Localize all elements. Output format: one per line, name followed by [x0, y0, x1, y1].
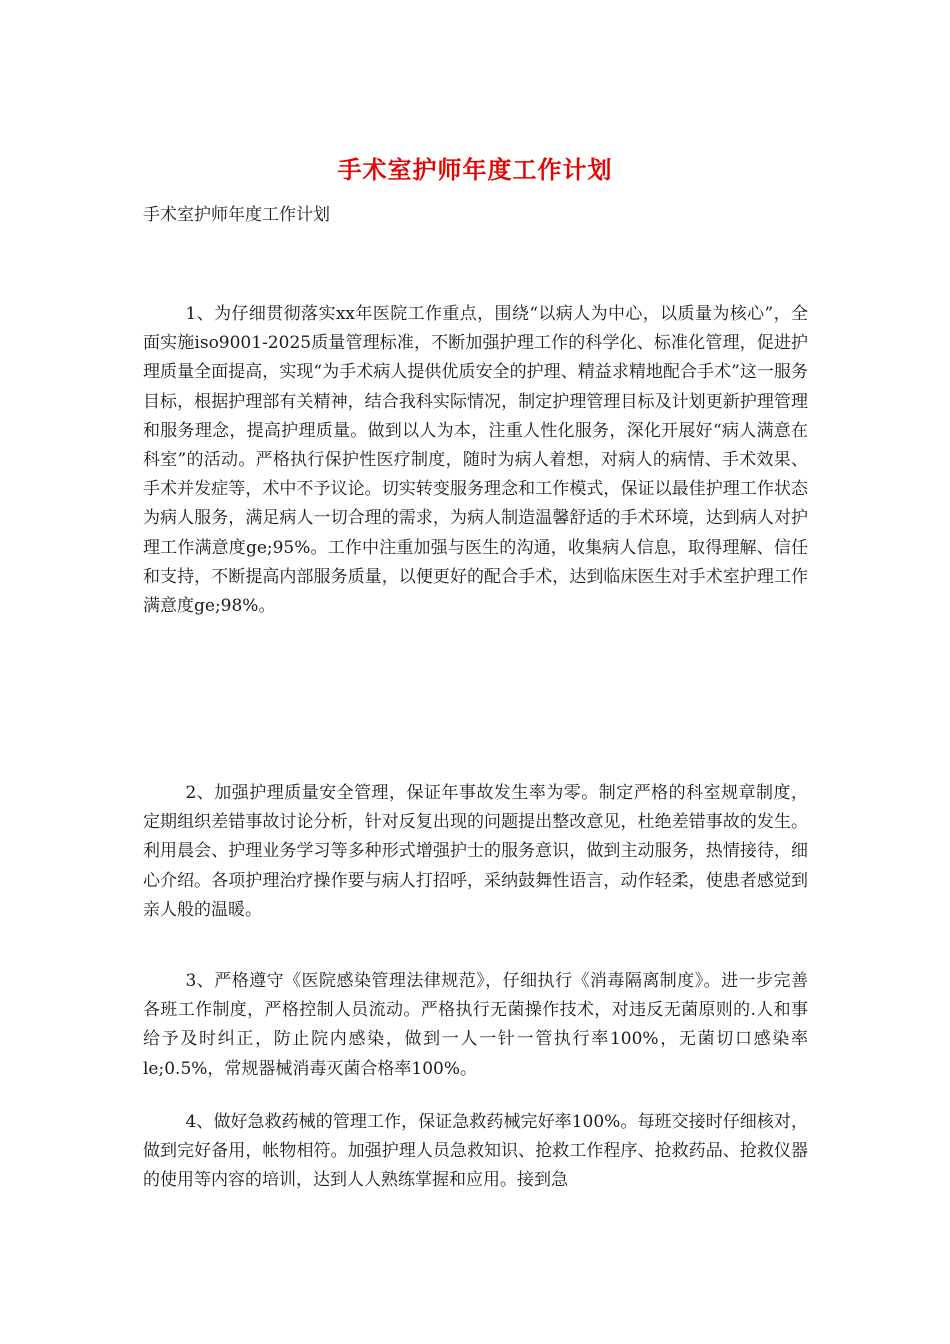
paragraph-3: 3、严格遵守《医院感染管理法律规范》，仔细执行《消毒隔离制度》。进一步完善各班工作制度，严格控制人员流动。严格执行无菌操作技术，对违反无菌原则的.人和事给予及时纠正，防止院内感染，做到一人一针一管执行率100%，无菌切口感染率le;0.5%，常规器械消毒灭菌合格率100%。: [143, 971, 808, 1079]
paragraph-4: 4、做好急救药械的管理工作，保证急救药械完好率100%。每班交接时仔细核对，做到完好备用，帐物相符。加强护理人员急救知识、抢救工作程序、抢救药品、抢救仪器的使用等内容的培训，达到人人熟练掌握和应用。接到急: [143, 1112, 808, 1191]
document-title: 手术室护师年度工作计划: [337, 155, 613, 184]
paragraph-1: 1、为仔细贯彻落实xx年医院工作重点，围绕“以病人为中心，以质量为核心”，全面实施iso9001-2025质量管理标准，不断加强护理工作的科学化、标准化管理，促进护理质量全面提高，实现“为手术病人提供优质安全的护理、精益求精地配合手术”这一服务目标，根据护理部有关精神，结合我科实际情况，制定护理管理目标及计划更新护理管理和服务理念，提高护理质量。做到以人为本，注重人性化服务，深化开展好“病人满意在科室”的活动。严格执行保护性医疗制度，随时为病人着想，对病人的病情、手术效果、手术并发症等，术中不予议论。切实转变服务理念和工作模式，保证以最佳护理工作状态为病人服务，满足病人一切合理的需求，为病人制造温馨舒适的手术环境，达到病人对护理工作满意度ge;95%。工作中注重加强与医生的沟通，收集病人信息，取得理解、信任和支持，不断提高内部服务质量，以便更好的配合手术，达到临床医生对手术室护理工作满意度ge;98%。: [143, 304, 808, 617]
document-subtitle: 手术室护师年度工作计划: [143, 205, 330, 225]
paragraph-2: 2、加强护理质量安全管理，保证年事故发生率为零。制定严格的科室规章制度，定期组织差错事故讨论分析，针对反复出现的问题提出整改意见，杜绝差错事故的发生。利用晨会、护理业务学习等多种形式增强护士的服务意识，做到主动服务，热情接待，细心介绍。各项护理治疗操作要与病人打招呼，采纳鼓舞性语言，动作轻柔，使患者感觉到亲人般的温暖。: [143, 783, 808, 920]
